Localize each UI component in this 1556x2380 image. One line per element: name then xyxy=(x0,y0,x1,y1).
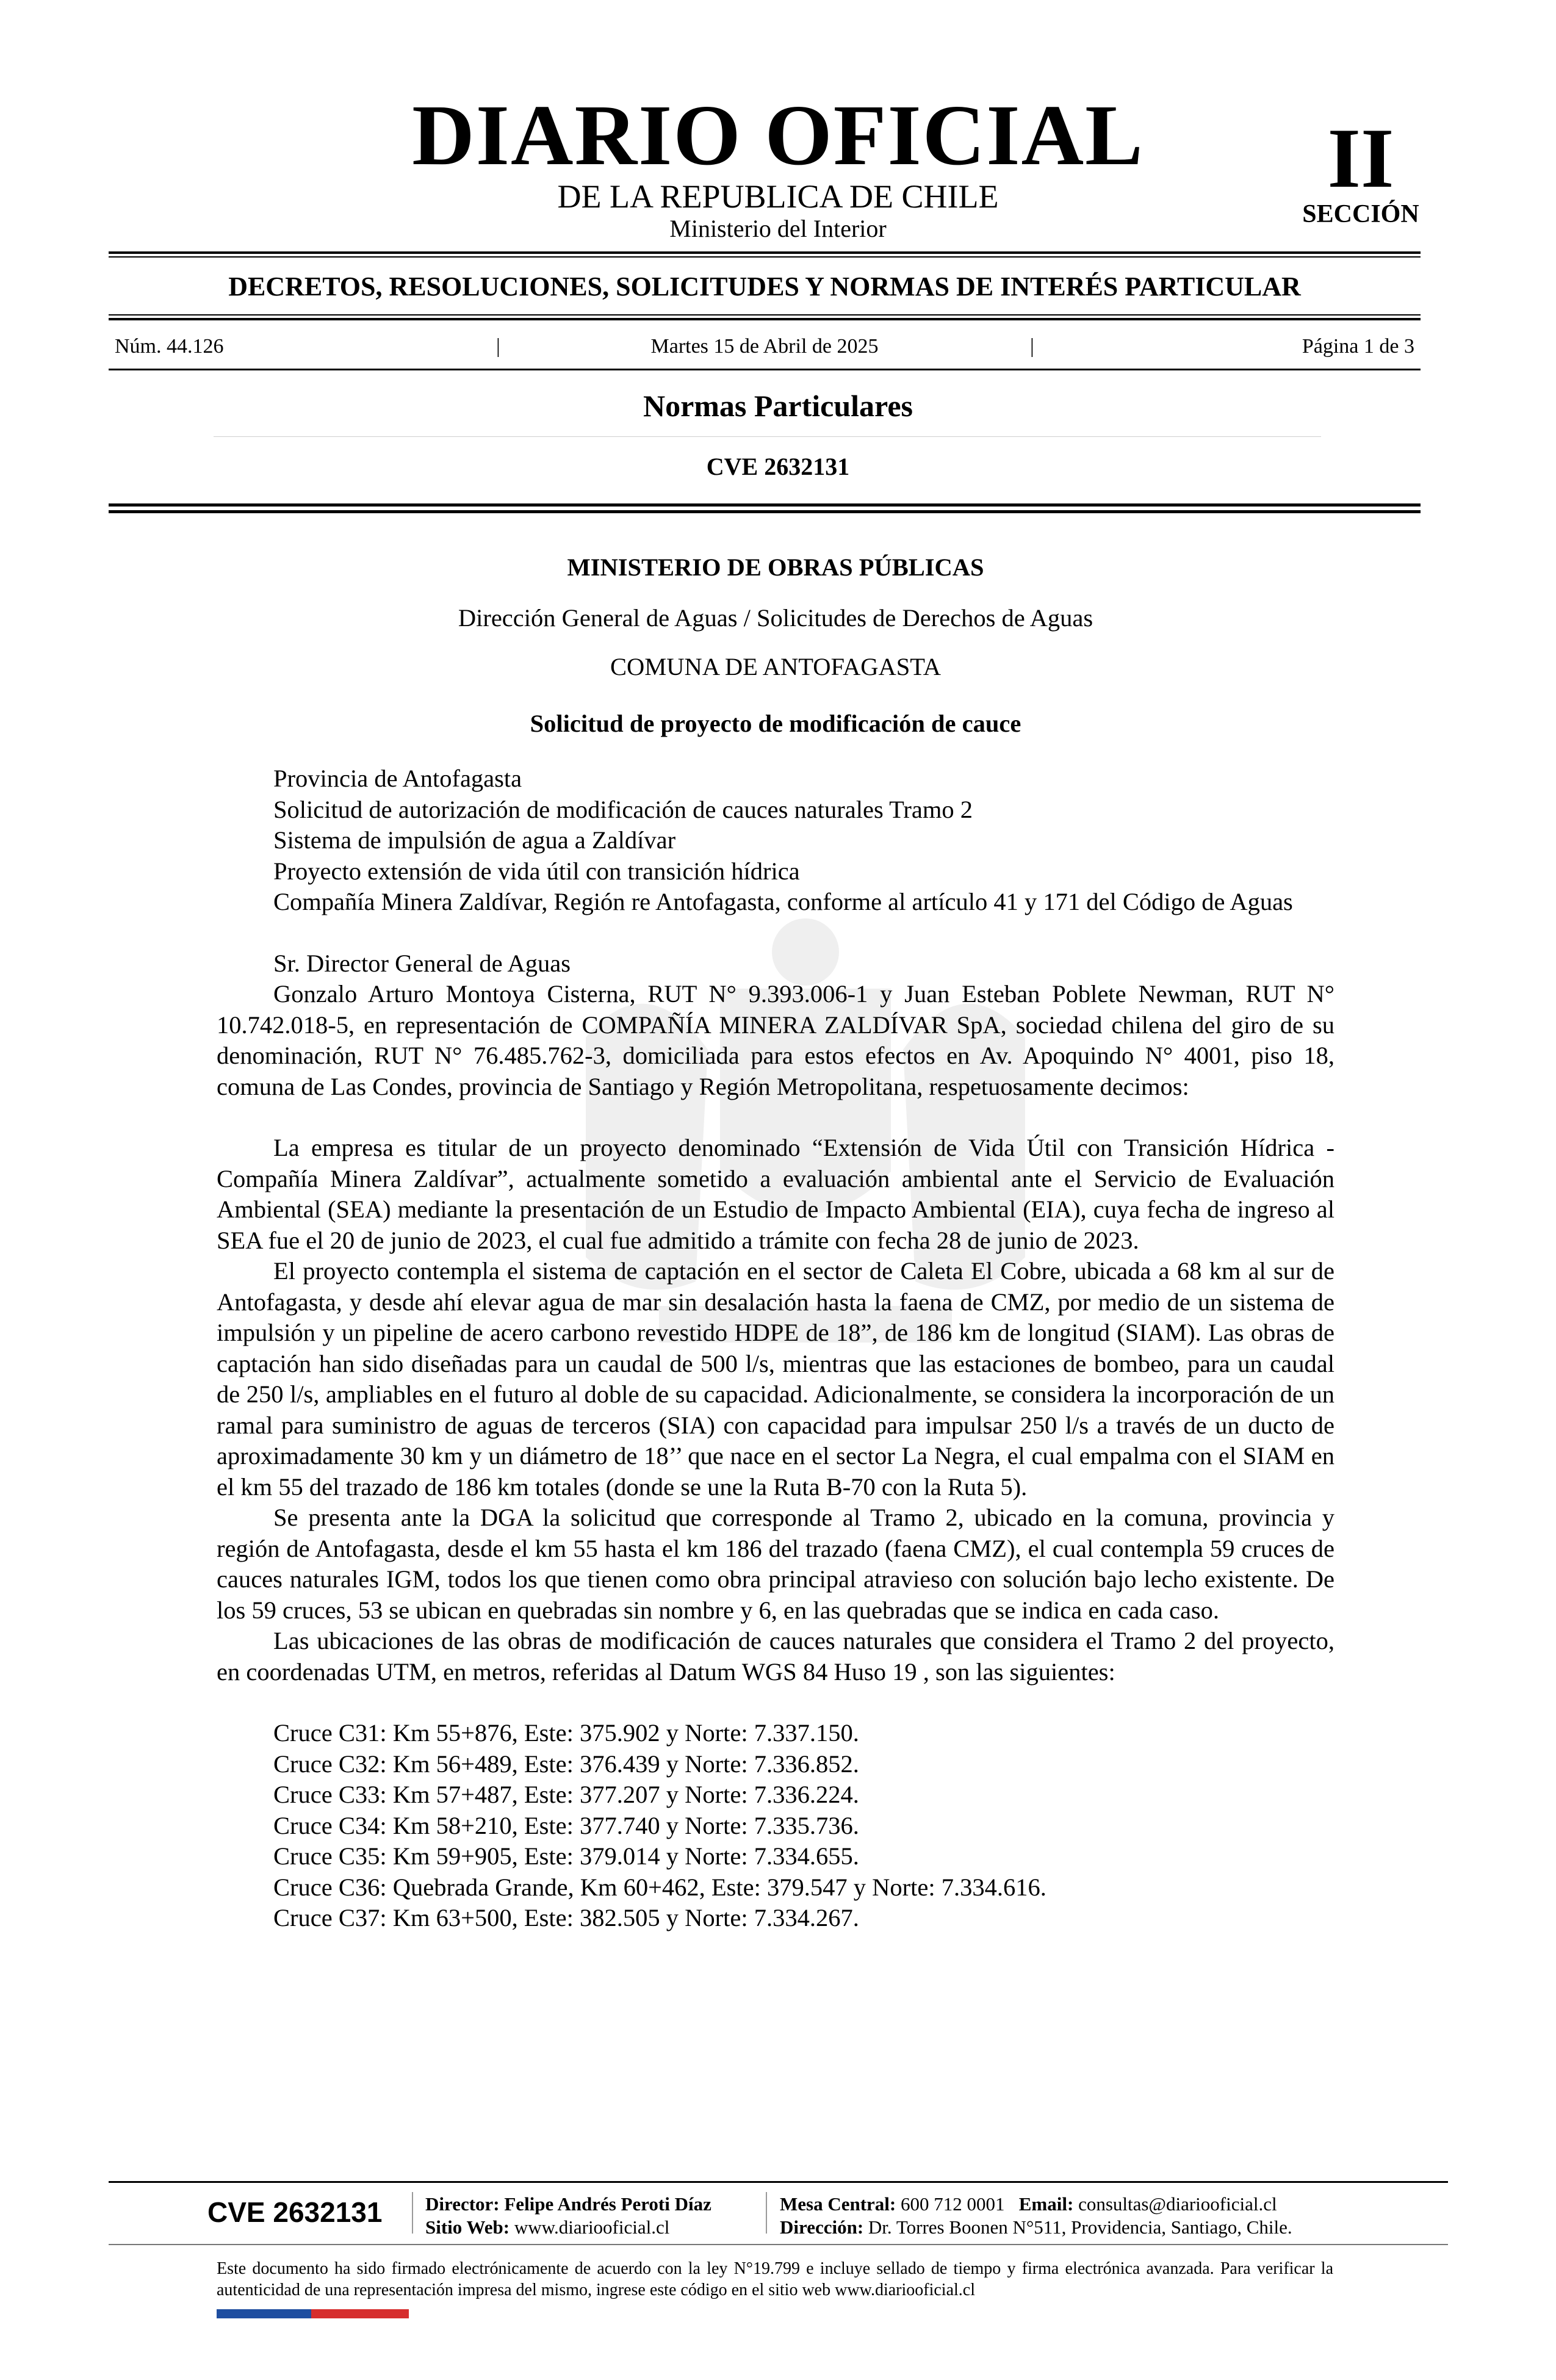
salutation: Sr. Director General de Aguas xyxy=(273,949,571,977)
issue-separator: | xyxy=(1030,335,1034,358)
issue-separator: | xyxy=(496,335,500,358)
intro-line: Solicitud de autorización de modificación de cauces naturales Tramo 2 xyxy=(273,795,973,823)
footer-divider xyxy=(766,2192,767,2234)
section-title: Normas Particulares xyxy=(643,389,913,423)
issue-info-row xyxy=(115,334,1414,359)
footer-rule xyxy=(109,2181,1448,2183)
issue-rule xyxy=(109,369,1421,370)
issue-number: Núm. 44.126 xyxy=(115,335,224,358)
body-paragraph: Las ubicaciones de las obras de modificación de cauces naturales que considera el Tramo 2 del proyecto, en coordenadas UTM, en metros, referidas al Datum WGS 84 Huso 19 , son las siguientes: xyxy=(217,1627,1334,1686)
flag-stripe-blue xyxy=(217,2309,311,2318)
double-rule-bottom xyxy=(109,510,1421,513)
director-name: Felipe Andrés Peroti Díaz xyxy=(504,2193,711,2215)
crossing-item: Cruce C33: Km 57+487, Este: 377.207 y Norte: 7.336.224. xyxy=(273,1781,859,1808)
masthead-subtitle: DE LA REPUBLICA DE CHILE xyxy=(557,178,999,215)
document-commune: COMUNA DE ANTOFAGASTA xyxy=(610,653,942,680)
header-rule-top-thin xyxy=(109,256,1421,258)
section-label: SECCIÓN xyxy=(1302,200,1419,228)
cve-code: CVE 2632131 xyxy=(706,453,850,480)
footer-cve-code: CVE 2632131 xyxy=(207,2196,383,2228)
footer-contact-left xyxy=(425,2193,711,2239)
issue-date: Martes 15 de Abril de 2025 xyxy=(650,335,879,358)
applicant-paragraph: Gonzalo Arturo Montoya Cisterna, RUT N° 9.393.006-1 y Juan Esteban Poblete Newman, RUT N° 10.742.018-5, en representación de COMPAÑÍA MINERA ZALDÍVAR SpA, sociedad chilena del giro de su denominación, RUT N° 76.485.762-3, domiciliada para estos efectos en Av. Apoquindo N° 4001, piso 18, comuna de Las Condes, provincia de Santiago y Región Metropolitana, respetuosamente decimos: xyxy=(217,980,1334,1100)
website-label: Sitio Web: xyxy=(425,2216,510,2238)
footer-contact-right xyxy=(780,2193,1292,2239)
intro-line: Compañía Minera Zaldívar, Región re Antofagasta, conforme al artículo 41 y 171 del Código de Aguas xyxy=(273,888,1293,915)
address-label: Dirección: xyxy=(780,2216,864,2238)
director-label: Director: xyxy=(425,2193,500,2215)
header-rule-bottom-thin xyxy=(109,314,1421,316)
masthead-title: DIARIO OFICIAL xyxy=(412,87,1144,183)
document-direction: Dirección General de Aguas / Solicitudes de Derechos de Aguas xyxy=(458,604,1093,632)
body-paragraph: La empresa es titular de un proyecto denominado “Extensión de Vida Útil con Transición Hídrica - Compañía Minera Zaldívar”, actualmente sometido a evaluación ambiental ante el Servicio de Evaluación Ambiental (SEA) mediante la presentación de un Estudio de Impacto Ambiental (EIA), cuya fecha de ingreso al SEA fue el 20 de junio de 2023, el cual fue admitido a trámite con fecha 28 de junio de 2023. xyxy=(217,1134,1334,1254)
document-heading: Solicitud de proyecto de modificación de cauce xyxy=(530,709,1021,737)
body-paragraph: El proyecto contempla el sistema de captación en el sector de Caleta El Cobre, ubicada a 68 km al sur de Antofagasta, y desde ahí elevar agua de mar sin desalación hasta la faena de CMZ, por medio de un sistema de impulsión y un pipeline de acero carbono revestido HDPE de 18”, de 186 km de longitud (SIAM). Las obras de captación han sido diseñadas para un caudal de 500 l/s, mientras que las estaciones de bombeo, para un caudal de 250 l/s, ampliables en el futuro al doble de su capacidad. Adicionalmente, se considera la incorporación de un ramal para suministro de aguas de terceros (SIA) con capacidad para impulsar 250 l/s a través de un ducto de aproximadamente 30 km y un diámetro de 18’’ que nace en el sector La Negra, el cual empalma con el SIAM en el km 55 del trazado de 186 km totales (donde se une la Ruta B-70 con la Ruta 5). xyxy=(217,1257,1334,1501)
crossing-item: Cruce C36: Quebrada Grande, Km 60+462, Este: 379.547 y Norte: 7.334.616. xyxy=(273,1873,1046,1901)
crossing-item: Cruce C35: Km 59+905, Este: 379.014 y Norte: 7.334.655. xyxy=(273,1842,859,1870)
phone-number: 600 712 0001 xyxy=(901,2193,1005,2215)
double-rule-top xyxy=(109,503,1421,507)
header-banner: DECRETOS, RESOLUCIONES, SOLICITUDES Y NORMAS DE INTERÉS PARTICULAR xyxy=(228,272,1301,301)
footer-rule-bottom xyxy=(109,2244,1448,2245)
section-divider xyxy=(214,436,1321,437)
intro-line: Provincia de Antofagasta xyxy=(273,765,522,792)
flag-stripe-red xyxy=(311,2309,409,2318)
document-body xyxy=(217,552,1334,1934)
legal-notice: Este documento ha sido firmado electrónicamente de acuerdo con la ley N°19.799 e incluye sellado de tiempo y firma electrónica avanzada. Para verificar la autenticidad de una representación impresa del mismo, ingrese este código en el sitio web www.diariooficial.cl xyxy=(217,2259,1333,2299)
website-link[interactable]: www.diariooficial.cl xyxy=(514,2216,670,2238)
email-label: Email: xyxy=(1018,2193,1074,2215)
issue-page: Página 1 de 3 xyxy=(1302,335,1414,358)
body-paragraph: Se presenta ante la DGA la solicitud que corresponde al Tramo 2, ubicado en la comuna, provincia y región de Antofagasta, desde el km 55 hasta el km 186 del trazado (faena CMZ), el cual contempla 59 cruces de cauces naturales IGM, todos los que tienen como obra principal atravieso con solución bajo lecho existente. De los 59 cruces, 53 se ubican en quebradas sin nombre y 6, en las quebradas que se indica en cada caso. xyxy=(217,1504,1334,1624)
header-rule-bottom xyxy=(109,318,1421,320)
document-ministry: MINISTERIO DE OBRAS PÚBLICAS xyxy=(567,554,984,581)
address-text: Dr. Torres Boonen N°511, Providencia, Santiago, Chile. xyxy=(868,2216,1292,2238)
phone-label: Mesa Central: xyxy=(780,2193,896,2215)
intro-line: Sistema de impulsión de agua a Zaldívar xyxy=(273,826,676,854)
masthead-ministry: Ministerio del Interior xyxy=(669,215,887,242)
crossing-item: Cruce C34: Km 58+210, Este: 377.740 y Norte: 7.335.736. xyxy=(273,1811,859,1839)
crossing-item: Cruce C32: Km 56+489, Este: 376.439 y Norte: 7.336.852. xyxy=(273,1750,859,1778)
email-link[interactable]: consultas@diariooficial.cl xyxy=(1078,2193,1277,2215)
intro-line: Proyecto extensión de vida útil con transición hídrica xyxy=(273,857,800,885)
header-rule-top xyxy=(109,251,1421,254)
crossing-item: Cruce C31: Km 55+876, Este: 375.902 y Norte: 7.337.150. xyxy=(273,1719,859,1747)
crossing-item: Cruce C37: Km 63+500, Este: 382.505 y Norte: 7.334.267. xyxy=(273,1904,859,1931)
section-number: II xyxy=(1327,111,1394,206)
footer-divider xyxy=(412,2192,413,2234)
